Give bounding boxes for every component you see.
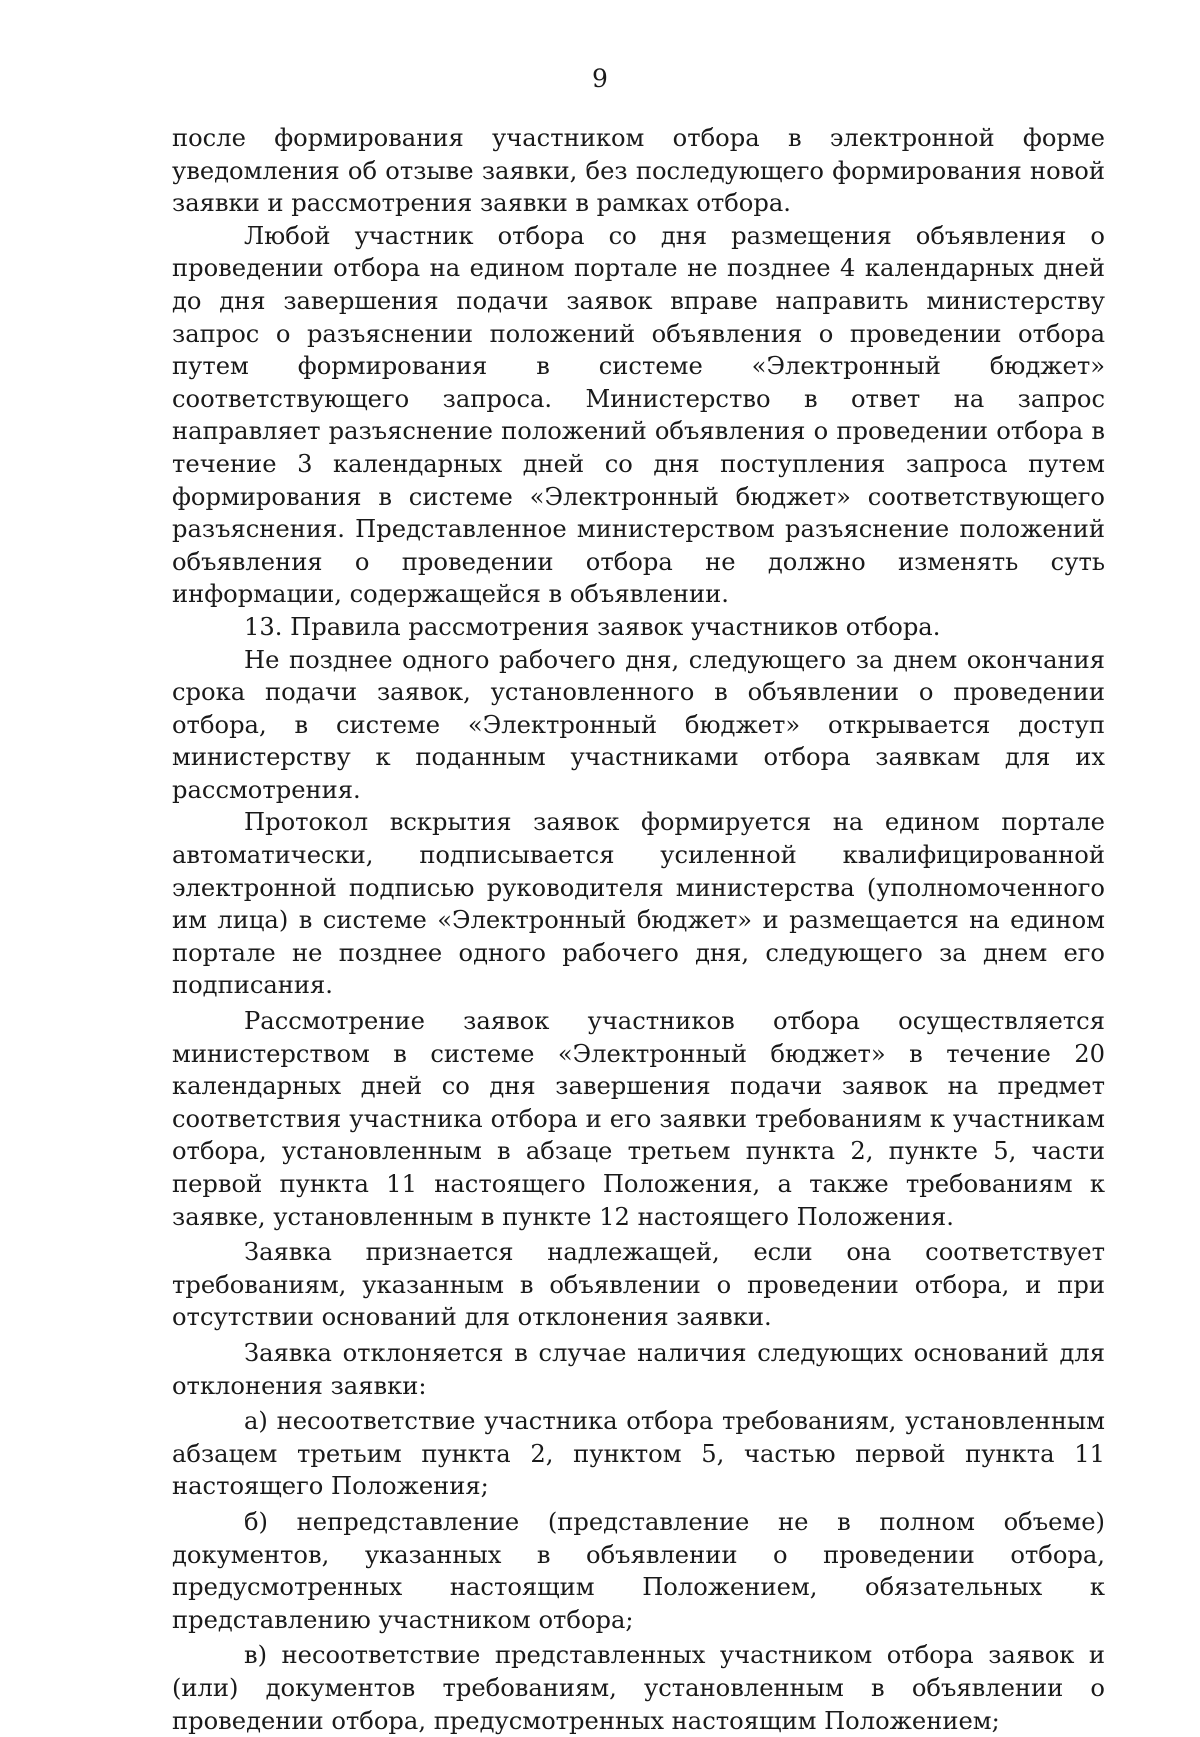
- list-item-v: в) несоответствие представленных участником отбора заявок и (или) документов требованиям, установленным в объявлении о проведении отбора, предусмотренных настоящим Положением;: [172, 1641, 1105, 1735]
- section-heading-13: 13. Правила рассмотрения заявок участников отбора.: [244, 612, 941, 641]
- document-body: [172, 122, 1105, 1737]
- paragraph-review-terms: Рассмотрение заявок участников отбора осуществляется министерством в системе «Электронный бюджет» в течение 20 календарных дней со дня завершения подачи заявок на предмет соответствия участника отбора и его заявки требованиям к участникам отбора, установленным в абзаце третьем пункта 2, пункте 5, части первой пункта 11 настоящего Положения, а также требованиям к заявке, установленным в пункте 12 настоящего Положения.: [172, 1007, 1105, 1231]
- page-number: 9: [592, 64, 608, 93]
- paragraph-opening-protocol: Протокол вскрытия заявок формируется на едином портале автоматически, подписывается усиленной квалифицированной электронной подписью руководителя министерства (уполномоченного им лица) в системе «Электронный бюджет» и размещается на едином портале не позднее одного рабочего дня, следующего за днем его подписания.: [172, 808, 1105, 1000]
- paragraph-proper-application: Заявка признается надлежащей, если она соответствует требованиям, указанным в объявлении о проведении отбора, и при отсутствии оснований для отклонения заявки.: [172, 1238, 1105, 1332]
- paragraph-clarification-request: Любой участник отбора со дня размещения объявления о проведении отбора на едином портале не позднее 4 календарных дней до дня завершения подачи заявок вправе направить министерству запрос о разъяснении положений объявления о проведении отбора путем формирования в системе «Электронный бюджет» соответствующего запроса. Министерство в ответ на запрос направляет разъяснение положений объявления о проведении отбора в течение 3 календарных дней со дня поступления запроса путем формирования в системе «Электронный бюджет» соответствующего разъяснения. Представленное министерством разъяснение положений объявления о проведении отбора не должно изменять суть информации, содержащейся в объявлении.: [172, 221, 1105, 609]
- paragraph-continuation: после формирования участником отбора в электронной форме уведомления об отзыве заявки, без последующего формирования новой заявки и рассмотрения заявки в рамках отбора.: [172, 124, 1105, 218]
- list-item-a: а) несоответствие участника отбора требованиям, установленным абзацем третьим пункта 2, пунктом 5, частью первой пункта 11 настоящего Положения;: [172, 1407, 1105, 1501]
- list-item-b: б) непредставление (представление не в полном объеме) документов, указанных в объявлении о проведении отбора, предусмотренных настоящим Положением, обязательных к представлению участником отбора;: [172, 1507, 1105, 1634]
- paragraph-access-opening: Не позднее одного рабочего дня, следующего за днем окончания срока подачи заявок, установленного в объявлении о проведении отбора, в системе «Электронный бюджет» открывается доступ министерству к поданным участниками отбора заявкам для их рассмотрения.: [172, 645, 1105, 804]
- paragraph-rejection-grounds: Заявка отклоняется в случае наличия следующих оснований для отклонения заявки:: [172, 1338, 1105, 1400]
